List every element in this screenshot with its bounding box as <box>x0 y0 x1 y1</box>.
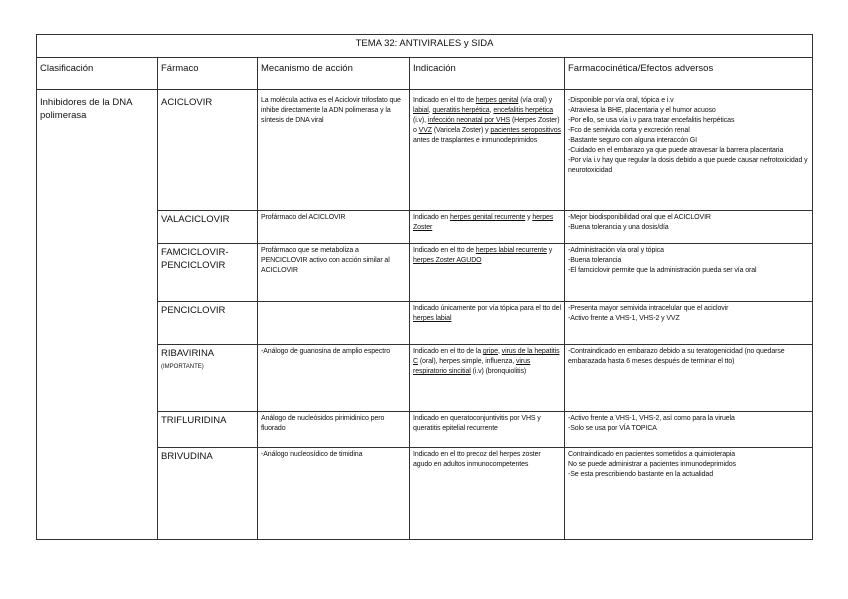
header-drug: Fármaco <box>158 58 258 90</box>
effects-cell: -Disponible por vía oral, tópica e i.v -Atraviesa la BHE, placentaria y el humor acuoso -Por ello, se usa vía i.v para tratar encefalitis herpéticas -Fco de semivida corta y excreción renal -Bastante seguro con alguna interaccón GI -Cuidado en el embarazo ya que puede atravesar la barrera placentaria -Por vía i.v hay que regular la dosis debido a que puede causar nefrotoxicidad y neurotoxicidad <box>565 90 813 211</box>
indication-cell: Indicado únicamente por vía tópica para el tto del herpes labial <box>410 302 565 345</box>
drug-name: RIBAVIRINA <box>161 348 215 359</box>
effects-cell: -Activo frente a VHS-1, VHS-2, así como para la viruela -Solo se usa por VÍA TOPICA <box>565 412 813 448</box>
mechanism-cell: -Análogo de guanosina de amplio espectro <box>258 345 410 412</box>
header-indication: Indicación <box>410 58 565 90</box>
mechanism-cell <box>258 302 410 345</box>
table-row <box>37 90 813 211</box>
mechanism-cell: Análogo de nucleósidos pirimidinico pero fluorado <box>258 412 410 448</box>
indication-cell: Indicado en el tto de herpes labial recurrente y herpes Zoster AGUDO <box>410 244 565 302</box>
effects-cell: Contraindicado en pacientes sometidos a quimioterapia No se puede administrar a pacientes inmunodeprimidos -Se esta prescribiendo bastante en la actualidad <box>565 448 813 540</box>
table-title: TEMA 32: ANTIVIRALES y SIDA <box>37 35 813 58</box>
indication-cell: Indicado en el tto precoz del herpes zoster agudo en adultos inmunocompetentes <box>410 448 565 540</box>
drug-name: VALACICLOVIR <box>158 211 258 244</box>
indication-cell: Indicado en queratoconjuntivitis por VHS y queratitis epitelial recurrente <box>410 412 565 448</box>
mechanism-cell: -Análogo nucleosídico de timidina <box>258 448 410 540</box>
indication-cell: Indicado en el tto de la gripe, virus de la hepatitis C (oral), herpes simple, influenza, virus respiratorio sincitial (i.v) (bronquiolitis) <box>410 345 565 412</box>
header-effects: Farmacocinética/Efectos adversos <box>565 58 813 90</box>
effects-cell: -Presenta mayor semivida intracelular que el aciclovir -Activo frente a VHS-1, VHS-2 y VVZ <box>565 302 813 345</box>
header-classification: Clasificación <box>37 58 158 90</box>
drug-cell <box>158 345 258 412</box>
classification-cell: Inhibidores de la DNA polimerasa <box>37 90 158 540</box>
drug-note: (IMPORTANTE) <box>161 364 204 370</box>
header-row <box>37 58 813 90</box>
effects-cell: -Contraindicado en embarazo debido a su teratogenicidad (no quedarse embarazada hasta 6 meses después de terminar el tto) <box>565 345 813 412</box>
drug-name: BRIVUDINA <box>158 448 258 540</box>
effects-cell: -Mejor biodisponibilidad oral que el ACICLOVIR -Buena tolerancia y una dosis/día <box>565 211 813 244</box>
drug-name: TRIFLURIDINA <box>158 412 258 448</box>
mechanism-cell: Profármaco del ACICLOVIR <box>258 211 410 244</box>
indication-cell: Indicado en herpes genital recurrente y herpes Zoster <box>410 211 565 244</box>
effects-cell: -Administración vía oral y tópica -Buena tolerancia -El famciclovir permite que la administración pueda ser vía oral <box>565 244 813 302</box>
mechanism-cell: Profármaco que se metaboliza a PENCICLOVIR activo con acción similar al ACICLOVIR <box>258 244 410 302</box>
drug-name: ACICLOVIR <box>158 90 258 211</box>
drug-name: PENCICLOVIR <box>158 302 258 345</box>
indication-cell: Indicado en el tto de herpes genital (vía oral) y labial, queratitis herpética, encefalitis herpética (i.v), infección neonatal por VHS (Herpes Zoster) o VVZ (Varicela Zoster) y pacientes seropositivos antes de trasplantes e inmunodeprimidos <box>410 90 565 211</box>
mechanism-cell: La molécula activa es el Aciclovir trifosfato que inhibe directamente la ADN polimerasa y la síntesis de DNA viral <box>258 90 410 211</box>
header-mechanism: Mecanismo de acción <box>258 58 410 90</box>
antivirals-table <box>36 34 813 540</box>
drug-name: FAMCICLOVIR-PENCICLOVIR <box>158 244 258 302</box>
